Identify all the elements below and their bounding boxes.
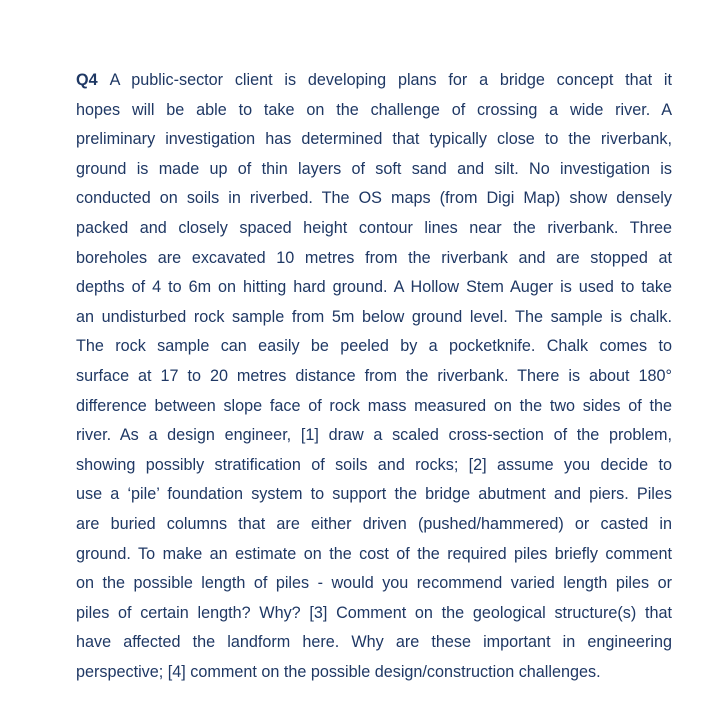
question-line: hopes will be able to take on the challenge of crossing a wide river. A xyxy=(76,100,672,119)
question-line: conducted on soils in riverbed. The OS maps (from Digi Map) show densely xyxy=(76,189,672,208)
question-line: showing possibly stratification of soils and rocks; [2] assume you decide to xyxy=(76,455,672,474)
question-label: Q4 xyxy=(76,71,98,89)
question-line: are buried columns that are either driven (pushed/hammered) or casted in xyxy=(76,514,672,533)
question-line: an undisturbed rock sample from 5m below ground level. The sample is chalk. xyxy=(76,307,672,326)
question-line: difference between slope face of rock mass measured on the two sides of the xyxy=(76,396,672,415)
question-line: have affected the landform here. Why are these important in engineering xyxy=(76,633,672,652)
question-line: ground is made up of thin layers of soft sand and silt. No investigation is xyxy=(76,159,672,178)
question-line: packed and closely spaced height contour lines near the riverbank. Three xyxy=(76,218,672,237)
question-text: A public-sector client is developing plans for a bridge concept that it xyxy=(109,71,672,89)
question-line: river. As a design engineer, [1] draw a scaled cross-section of the problem, xyxy=(76,426,672,445)
question-line: perspective; [4] comment on the possible design/construction challenges. xyxy=(76,662,601,681)
question-line: use a ‘pile’ foundation system to support the bridge abutment and piers. Piles xyxy=(76,485,672,504)
question-line xyxy=(76,66,672,96)
question-line: depths of 4 to 6m on hitting hard ground. A Hollow Stem Auger is used to take xyxy=(76,278,672,297)
question-line: boreholes are excavated 10 metres from the riverbank and are stopped at xyxy=(76,248,672,267)
question-line: preliminary investigation has determined that typically close to the riverbank, xyxy=(76,130,672,149)
question-block xyxy=(76,66,672,687)
question-line: ground. To make an estimate on the cost of the required piles briefly comment xyxy=(76,544,672,563)
question-line: on the possible length of piles - would you recommend varied length piles or xyxy=(76,574,672,593)
question-line: surface at 17 to 20 metres distance from the riverbank. There is about 180° xyxy=(76,366,672,385)
question-line: The rock sample can easily be peeled by a pocketknife. Chalk comes to xyxy=(76,337,672,356)
question-line: piles of certain length? Why? [3] Comment on the geological structure(s) that xyxy=(76,603,672,622)
